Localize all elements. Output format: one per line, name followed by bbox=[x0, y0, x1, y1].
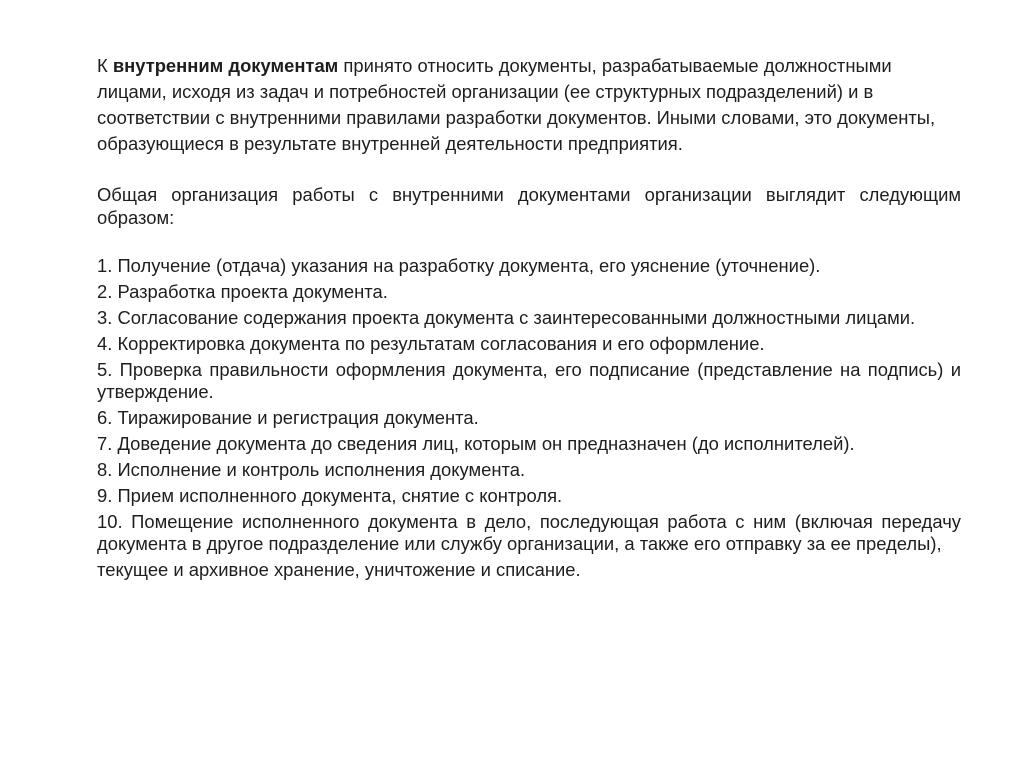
step-item: 6. Тиражирование и регистрация документа. bbox=[97, 407, 479, 428]
intro-bold-term: внутренним документам bbox=[112, 55, 339, 76]
step-item: 10. Помещение исполненного документа в дело, последующая работа с ним (включая передачу документа в другое подразделение или службу организации, а также его отправку за ее пределы), bbox=[97, 511, 961, 554]
slide-content bbox=[97, 53, 961, 581]
step-item: 7. Доведение документа до сведения лиц, которым он предназначен (до исполнителей). bbox=[97, 433, 855, 454]
intro-prefix: К bbox=[97, 55, 113, 76]
tail-line: текущее и архивное хранение, уничтожение и списание. bbox=[97, 559, 581, 580]
step-item: 1. Получение (отдача) указания на разработку документа, его уяснение (уточнение). bbox=[97, 255, 821, 276]
step-item: 2. Разработка проекта документа. bbox=[97, 281, 388, 302]
step-item: 3. Согласование содержания проекта документа с заинтересованными должностными лицами. bbox=[97, 307, 916, 328]
step-item: 4. Корректировка документа по результатам согласования и его оформление. bbox=[97, 333, 765, 354]
intro-rest: принято относить документы, разрабатываемые должностными лицами, исходя из задач и потребностей организации (ее структурных подразделений) и в соответствии с внутренними правилами разработки документов. Иными словами, это документы, образующиеся в результате внутренней деятельности предприятия. bbox=[97, 55, 936, 154]
lead-paragraph: Общая организация работы с внутренними документами организации выглядит следующим образом: bbox=[97, 184, 961, 228]
intro-paragraph bbox=[97, 53, 961, 157]
step-item: 8. Исполнение и контроль исполнения документа. bbox=[97, 459, 526, 480]
step-item: 5. Проверка правильности оформления документа, его подписание (представление на подпись) и утверждение. bbox=[97, 359, 961, 402]
step-item: 9. Прием исполненного документа, снятие с контроля. bbox=[97, 485, 563, 506]
steps-list bbox=[97, 255, 961, 555]
